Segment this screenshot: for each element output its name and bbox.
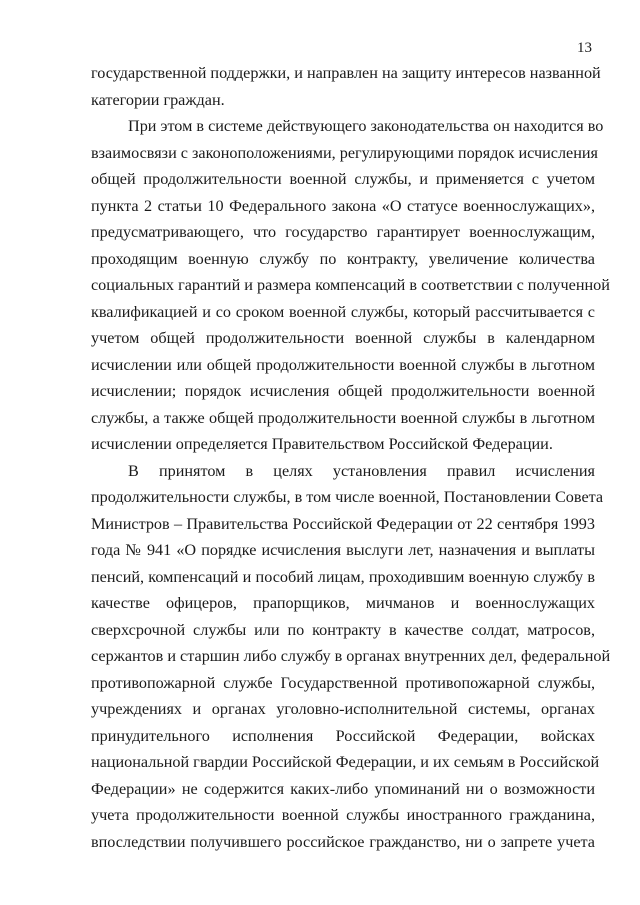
text-line: Федерации» не содержится каких-либо упоминаний ни о возможности [91, 779, 595, 798]
text-line: качестве офицеров, прапорщиков, мичманов и военнослужащих [91, 594, 595, 612]
text-line: исчислении или общей продолжительности военной службы в льготном [91, 355, 595, 374]
text-line: года № 941 «О порядке исчисления выслуги лет, назначения и выплаты [91, 541, 595, 559]
text-line: национальной гвардии Российской Федерации, и их семьям в Российской [91, 753, 600, 771]
text-line: впоследствии получившего российское гражданство, ни о запрете учета [91, 832, 595, 851]
text-line: пункта 2 статьи 10 Федерального закона «О статусе военнослужащих», [91, 196, 595, 215]
text-line: сверхсрочной службы или по контракту в качестве солдат, матросов, [91, 620, 595, 639]
page-number: 13 [577, 40, 592, 56]
paragraph [91, 458, 611, 856]
text-line: взаимосвязи с законоположениями, регулирующими порядок исчисления [91, 143, 599, 162]
text-line: исчислении; порядок исчисления общей продолжительности военной [91, 382, 595, 400]
text-line: противопожарной службе Государственной противопожарной службы, [91, 673, 595, 692]
paragraph [91, 113, 610, 458]
text-line: учета продолжительности военной службы иностранного гражданина, [91, 806, 595, 824]
text-line: учетом общей продолжительности военной службы в календарном [91, 329, 595, 347]
text-line: предусматривающего, что государство гарантирует военнослужащим, [91, 223, 595, 241]
text-line: социальных гарантий и размера компенсаций в соответствии с полученной [91, 276, 610, 294]
text-line: службы, а также общей продолжительности военной службы в льготном [91, 408, 595, 427]
text-line: проходящим военную службу по контракту, увеличение количества [91, 249, 595, 268]
text-line: сержантов и старшин либо службу в органах внутренних дел, федеральной [91, 647, 611, 665]
paragraph [91, 60, 601, 113]
text-line: учреждениях и органах уголовно-исполнительной системы, органах [91, 700, 595, 718]
text-line: квалификацией и со сроком военной службы, который рассчитывается с [91, 302, 595, 321]
text-line: При этом в системе действующего законодательства он находится во [128, 117, 604, 135]
text-line: В принятом в целях установления правил исчисления [128, 461, 595, 480]
text-line: категории граждан. [91, 90, 225, 109]
text-line: государственной поддержки, и направлен на защиту интересов названной [91, 64, 601, 82]
text-line: принудительного исполнения Российской Федерации, войсках [91, 726, 595, 745]
text-line: пенсий, компенсаций и пособий лицам, проходившим военную службу в [91, 567, 595, 586]
text-line: продолжительности службы, в том числе военной, Постановлении Совета [91, 488, 604, 506]
text-line: общей продолжительности военной службы, и применяется с учетом [91, 170, 595, 188]
text-line: исчислении определяется Правительством Российской Федерации. [91, 435, 553, 453]
text-line: Министров – Правительства Российской Федерации от 22 сентября 1993 [91, 514, 595, 533]
document-body [91, 60, 611, 855]
